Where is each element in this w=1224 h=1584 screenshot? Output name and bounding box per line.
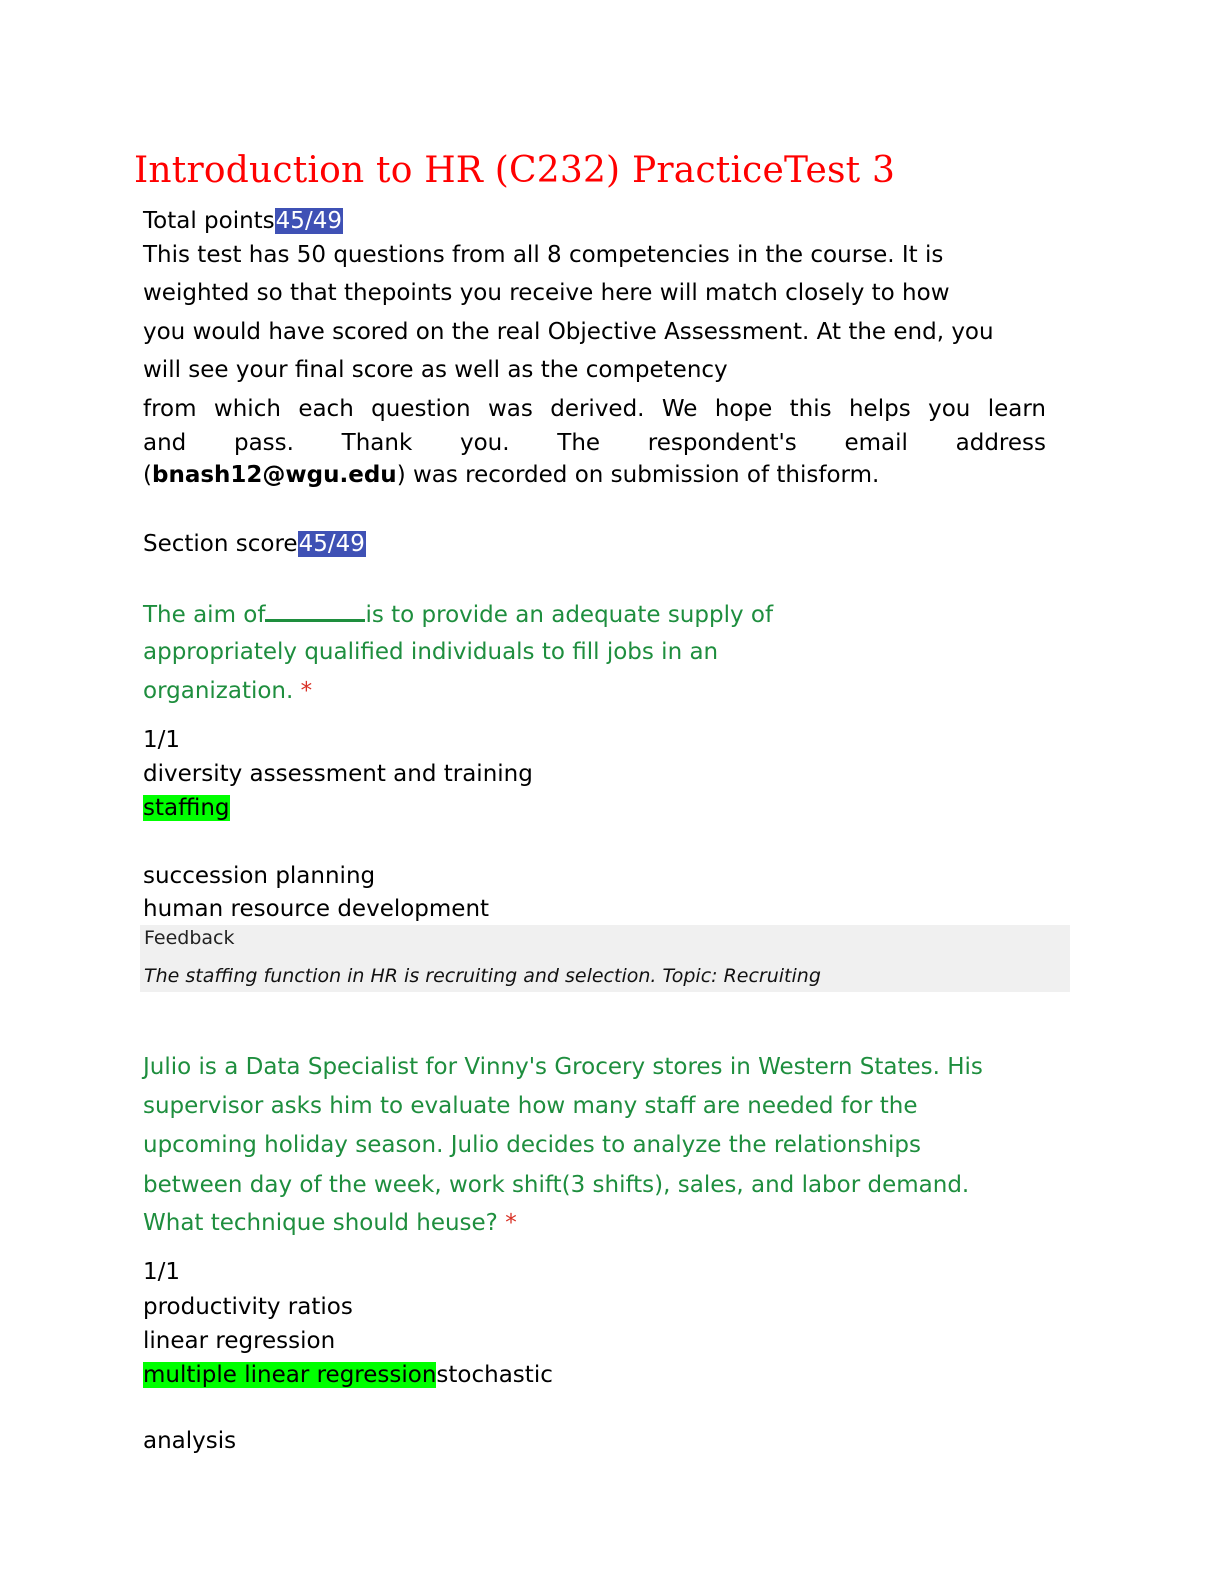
question-2-line-4: between day of the week, work shift(3 shifts), sales, and labor demand. bbox=[143, 1172, 970, 1198]
question-2-option-2: linear regression bbox=[143, 1328, 336, 1354]
question-1-line-1 bbox=[143, 597, 773, 630]
question-2-line-2: supervisor asks him to evaluate how many staff are needed for the bbox=[143, 1093, 918, 1119]
question-2-line-1: Julio is a Data Specialist for Vinny's Grocery stores in Western States. His bbox=[143, 1054, 983, 1080]
section-score-label: Section score bbox=[143, 531, 298, 557]
intro-line-7 bbox=[143, 460, 879, 490]
selected-answer: multiple linear regression bbox=[143, 1362, 437, 1388]
question-1-score: 1/1 bbox=[143, 727, 181, 753]
intro-line-4: will see your final score as well as the competency bbox=[143, 357, 728, 383]
question-1-option-3: succession planning bbox=[143, 863, 376, 889]
feedback-label: Feedback bbox=[144, 927, 235, 949]
question-2-text-end: What technique should heuse? bbox=[143, 1210, 498, 1236]
section-score-row bbox=[143, 529, 366, 559]
question-1-option-1: diversity assessment and training bbox=[143, 761, 533, 787]
section-score-value: 45/49 bbox=[298, 531, 365, 557]
question-2-option-3 bbox=[143, 1360, 553, 1390]
document-title: Introduction to HR (C232) PracticeTest 3 bbox=[134, 150, 896, 191]
required-mark: * bbox=[300, 678, 313, 704]
intro-line-5: from which each question was derived. We hope this helps you learn bbox=[143, 396, 1046, 422]
open-paren: ( bbox=[143, 462, 152, 488]
question-2-score: 1/1 bbox=[143, 1259, 181, 1285]
question-1-option-4: human resource development bbox=[143, 896, 490, 922]
question-1-text-before: The aim of bbox=[143, 602, 266, 628]
intro-line-3: you would have scored on the real Objective Assessment. At the end, you bbox=[143, 319, 994, 345]
question-2-option-4-continued: analysis bbox=[143, 1428, 237, 1454]
question-1-blank bbox=[265, 597, 365, 622]
question-1-text-after: is to provide an adequate supply of bbox=[365, 602, 774, 628]
question-2-option-4: stochastic bbox=[436, 1362, 553, 1388]
selected-answer: staffing bbox=[143, 795, 230, 821]
intro-line-1: This test has 50 questions from all 8 competencies in the course. It is bbox=[143, 242, 944, 268]
intro-line-2: weighted so that thepoints you receive here will match closely to how bbox=[143, 280, 950, 306]
question-1-line-2: appropriately qualified individuals to fill jobs in an bbox=[143, 639, 719, 665]
total-points-row bbox=[143, 206, 343, 236]
feedback-box bbox=[140, 925, 1070, 992]
question-2-line-5 bbox=[143, 1208, 517, 1238]
question-2-line-3: upcoming holiday season. Julio decides to analyze the relationships bbox=[143, 1132, 921, 1158]
respondent-email: bnash12@wgu.edu bbox=[151, 462, 397, 488]
feedback-text: The staffing function in HR is recruiting and selection. Topic: Recruiting bbox=[144, 965, 821, 987]
total-points-value: 45/49 bbox=[275, 208, 342, 234]
intro-tail: ) was recorded on submission of thisform. bbox=[396, 462, 880, 488]
required-mark: * bbox=[505, 1210, 517, 1236]
question-2-option-1: productivity ratios bbox=[143, 1294, 353, 1320]
intro-line-6: and pass. Thank you. The respondent's email address bbox=[143, 430, 1046, 456]
total-points-label: Total points bbox=[143, 208, 275, 234]
question-1-text-end: organization. bbox=[143, 678, 294, 704]
question-1-option-2 bbox=[143, 793, 230, 823]
question-1-line-3 bbox=[143, 676, 312, 706]
